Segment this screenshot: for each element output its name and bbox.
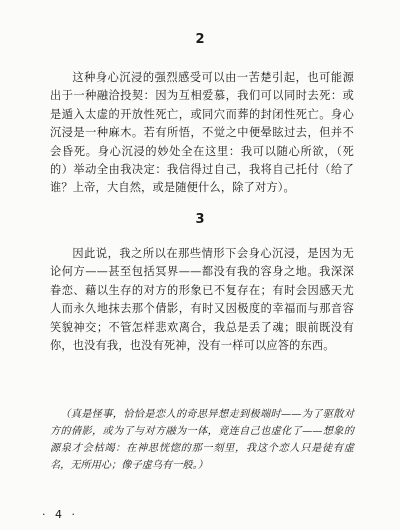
section-number-2: 2 [195,32,205,47]
section-2-paragraph: 这种身心沉浸的强烈感受可以由一苦楚引起，也可能源出于一种融洽投契：因为互相爱慕，我们可以同时去死：或是遁入太虚的开放性死亡，或同穴而葬的封闭性死亡。身心沉浸是一种麻木。若有所悟，不觉之中便晕眩过去，但并不会昏死。身心沉浸的妙处全在这里：我可以随心所欲，（死的）举动全由我决定：我信得过自己，我将自己托付（给了谁？上帝，大自然，或是随便什么，除了对方）。 [50,71,354,195]
page-number: · 4 · [42,508,78,521]
section-3-paragraph: 因此说，我之所以在那些情形下会身心沉浸，是因为无论何方——甚至包括冥界——都没有我的容身之地。我深深眷恋、藉以生存的对方的形象已不复存在；有时会因感天尤人而永久地抹去那个倩影，有时又因极度的幸福而与那音容笑貌神交；不管怎样悲欢离合，我总是丢了魂；眼前既没有你，也没有我，也没有死神，没有一样可以应答的东西。 [50,247,354,353]
section-number-3: 3 [195,212,205,227]
section-3-parenthetical-note: （真是怪事，恰恰是恋人的奇思异想走到极端时——为了驱散对方的倩影，或为了与对方融为一体，竟连自己也虚化了——想象的源泉才会枯竭：在神思恍惚的那一刻里，我这个恋人只是徒有虚名，无所用心；像子虚乌有一般。） [50,409,354,471]
